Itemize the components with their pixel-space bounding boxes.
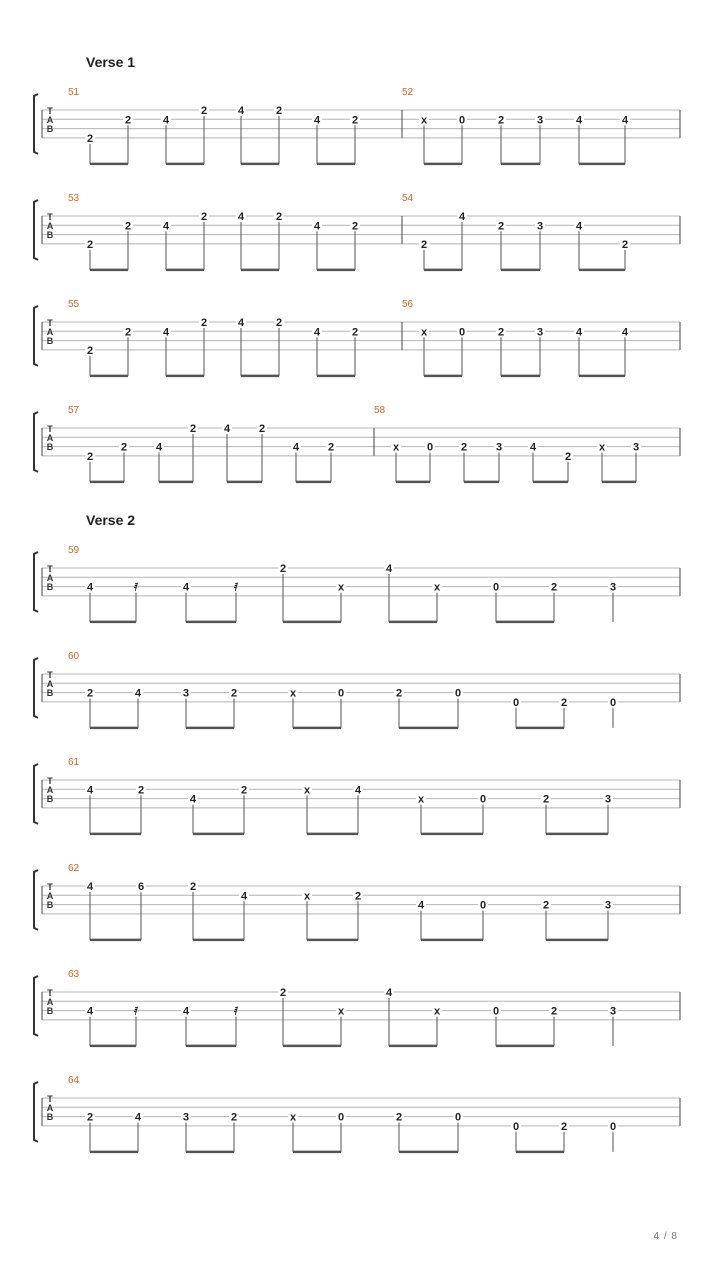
fret-number: 4	[86, 581, 94, 594]
tab-clef-letter: A	[46, 327, 54, 337]
fret-number: x	[289, 687, 297, 700]
fret-number: x	[337, 1005, 345, 1018]
fret-number: 2	[497, 326, 505, 339]
fret-number: 0	[426, 441, 434, 454]
fret-number: 4	[134, 687, 142, 700]
fret-number: 2	[124, 220, 132, 233]
fret-number: 0	[337, 687, 345, 700]
fret-number: 4	[182, 1005, 190, 1018]
fret-number: 0	[337, 1111, 345, 1124]
fret-number: 0	[454, 687, 462, 700]
fret-number: 4	[237, 211, 245, 223]
system-bracket	[34, 764, 38, 824]
fret-number: x	[337, 581, 345, 594]
fret-number: 2	[124, 114, 132, 127]
fret-number: x	[289, 1111, 297, 1124]
fret-number: 4	[162, 114, 170, 127]
fret-number: 2	[275, 105, 283, 117]
fret-number: 4	[237, 317, 245, 329]
tab-clef-letter: T	[47, 882, 53, 892]
fret-number: 0	[492, 1005, 500, 1018]
fret-number: x	[433, 1005, 441, 1018]
fret-number: 3	[495, 441, 503, 454]
fret-number: 4	[134, 1111, 142, 1124]
fret-number: 2	[354, 890, 362, 903]
fret-number: 0	[609, 1120, 617, 1133]
fret-number: 0	[512, 1120, 520, 1133]
tab-clef-letter: A	[46, 115, 54, 125]
fret-number: x	[598, 441, 606, 454]
fret-number: 2	[351, 220, 359, 233]
fret-number: 2	[327, 441, 335, 454]
fret-number: x	[303, 784, 311, 797]
fret-number: 2	[200, 105, 208, 117]
fret-number: 2	[460, 441, 468, 454]
fret-number: 4	[86, 881, 94, 893]
measure-number: 60	[68, 651, 80, 662]
system-bracket	[34, 412, 38, 472]
tab-clef-letter: T	[47, 776, 53, 786]
tab-clef-letter: A	[46, 785, 54, 795]
fret-number: 4	[189, 793, 197, 806]
fret-number: 4	[313, 220, 321, 233]
fret-number: 4	[417, 899, 425, 912]
fret-number: 3	[536, 326, 544, 339]
fret-number: 2	[395, 687, 403, 700]
fret-number: 2	[497, 114, 505, 127]
tab-clef-letter: A	[46, 221, 54, 231]
tab-clef-letter: T	[47, 212, 53, 222]
fret-number: 4	[313, 326, 321, 339]
fret-number: 0	[454, 1111, 462, 1124]
fret-number: 2	[86, 450, 94, 463]
fret-number: 2	[550, 1005, 558, 1018]
fret-number: 4	[162, 326, 170, 339]
fret-number: 2	[200, 317, 208, 329]
fret-number: 2	[420, 238, 428, 251]
fret-number: 2	[542, 899, 550, 912]
section-heading-verse-1: Verse 1	[86, 54, 136, 70]
tab-clef-letter: B	[46, 336, 54, 346]
system-bracket	[34, 976, 38, 1036]
page-number: 4 / 8	[653, 1231, 678, 1242]
fret-number: x	[417, 793, 425, 806]
system-bracket	[34, 306, 38, 366]
fret-number: x	[420, 114, 428, 127]
fret-number: 4	[237, 105, 245, 117]
fret-number: x	[392, 441, 400, 454]
fret-number: 4	[223, 423, 231, 435]
measure-number: 53	[68, 193, 80, 204]
tab-clef-letter: B	[46, 1112, 54, 1122]
tab-clef-letter: B	[46, 688, 54, 698]
fret-number: 4	[354, 784, 362, 797]
fret-number: 2	[86, 687, 94, 700]
fret-number: 2	[550, 581, 558, 594]
measure-number: 56	[402, 299, 414, 310]
fret-number: 2	[275, 211, 283, 223]
fret-number: 2	[137, 784, 145, 797]
fret-number: x	[303, 890, 311, 903]
fret-number: 3	[604, 899, 612, 912]
fret-number: 2	[560, 1120, 568, 1133]
fret-number: 2	[86, 344, 94, 357]
tab-clef-letter: T	[47, 1094, 53, 1104]
fret-number: 3	[536, 220, 544, 233]
measure-number: 51	[68, 87, 80, 98]
fret-number: 4	[86, 1005, 94, 1018]
fret-number: 4	[155, 441, 163, 454]
fret-number: 2	[189, 423, 197, 435]
system-bracket	[34, 870, 38, 930]
fret-number: 0	[609, 696, 617, 709]
tab-clef-letter: B	[46, 582, 54, 592]
fret-number: 2	[351, 114, 359, 127]
measure-number: 57	[68, 405, 80, 416]
fret-number: 2	[542, 793, 550, 806]
fret-number: 4	[575, 220, 583, 233]
fret-number: 4	[575, 114, 583, 127]
tab-clef-letter: B	[46, 1006, 54, 1016]
fret-number: 4	[162, 220, 170, 233]
fret-number: 0	[492, 581, 500, 594]
tab-clef-letter: B	[46, 230, 54, 240]
tab-clef-letter: T	[47, 988, 53, 998]
tab-clef-letter: B	[46, 794, 54, 804]
fret-number: 3	[632, 441, 640, 454]
rest-symbol: 𝅀	[233, 1005, 239, 1018]
fret-number: 2	[120, 441, 128, 454]
fret-number: 3	[604, 793, 612, 806]
fret-number: 3	[536, 114, 544, 127]
fret-number: 4	[621, 326, 629, 339]
tab-clef-letter: B	[46, 900, 54, 910]
fret-number: 2	[240, 784, 248, 797]
fret-number: 4	[292, 441, 300, 454]
fret-number: 2	[86, 132, 94, 145]
fret-number: 2	[230, 687, 238, 700]
tab-clef-letter: T	[47, 424, 53, 434]
tab-clef-letter: A	[46, 679, 54, 689]
fret-number: 3	[182, 1111, 190, 1124]
fret-number: 2	[86, 1111, 94, 1124]
fret-number: 4	[385, 987, 393, 999]
fret-number: 2	[275, 317, 283, 329]
fret-number: 2	[258, 423, 266, 435]
tab-clef-letter: A	[46, 997, 54, 1007]
rest-symbol: 𝅀	[133, 1005, 139, 1018]
system-bracket	[34, 200, 38, 260]
fret-number: 2	[564, 450, 572, 463]
tab-clef-letter: T	[47, 106, 53, 116]
measure-number: 52	[402, 87, 414, 98]
system-bracket	[34, 1082, 38, 1142]
fret-number: 2	[189, 881, 197, 893]
fret-number: 0	[512, 696, 520, 709]
tab-clef-letter: A	[46, 1103, 54, 1113]
measure-number: 59	[68, 545, 80, 556]
fret-number: 4	[385, 563, 393, 575]
measure-number: 54	[402, 193, 414, 204]
fret-number: 4	[458, 211, 466, 223]
fret-number: 4	[240, 890, 248, 903]
fret-number: 2	[86, 238, 94, 251]
tab-clef-letter: T	[47, 564, 53, 574]
fret-number: 0	[479, 793, 487, 806]
tab-clef-letter: A	[46, 891, 54, 901]
fret-number: 4	[182, 581, 190, 594]
measure-number: 61	[68, 757, 80, 768]
fret-number: 4	[621, 114, 629, 127]
tab-clef-letter: T	[47, 318, 53, 328]
section-heading-verse-2: Verse 2	[86, 512, 136, 528]
tab-clef-letter: A	[46, 573, 54, 583]
fret-number: 2	[230, 1111, 238, 1124]
tab-clef-letter: B	[46, 124, 54, 134]
measure-number: 62	[68, 863, 80, 874]
fret-number: 2	[351, 326, 359, 339]
fret-number: 4	[313, 114, 321, 127]
fret-number: 2	[621, 238, 629, 251]
fret-number: 2	[395, 1111, 403, 1124]
fret-number: 6	[137, 881, 145, 893]
fret-number: 2	[560, 696, 568, 709]
fret-number: 0	[458, 114, 466, 127]
fret-number: 4	[529, 441, 537, 454]
measure-number: 58	[374, 405, 386, 416]
fret-number: 2	[279, 563, 287, 575]
tab-clef-letter: T	[47, 670, 53, 680]
measure-number: 64	[68, 1075, 80, 1086]
system-bracket	[34, 552, 38, 612]
fret-number: 2	[200, 211, 208, 223]
tab-clef-letter: B	[46, 442, 54, 452]
fret-number: 3	[609, 1005, 617, 1018]
fret-number: 4	[575, 326, 583, 339]
fret-number: 3	[182, 687, 190, 700]
fret-number: 0	[458, 326, 466, 339]
system-bracket	[34, 94, 38, 154]
fret-number: 2	[497, 220, 505, 233]
tab-clef-letter: A	[46, 433, 54, 443]
rest-symbol: 𝅀	[233, 581, 239, 594]
fret-number: 4	[86, 784, 94, 797]
measure-number: 55	[68, 299, 80, 310]
fret-number: 3	[609, 581, 617, 594]
fret-number: x	[420, 326, 428, 339]
fret-number: 2	[279, 987, 287, 999]
system-bracket	[34, 658, 38, 718]
rest-symbol: 𝅀	[133, 581, 139, 594]
measure-number: 63	[68, 969, 80, 980]
fret-number: 0	[479, 899, 487, 912]
fret-number: 2	[124, 326, 132, 339]
fret-number: x	[433, 581, 441, 594]
